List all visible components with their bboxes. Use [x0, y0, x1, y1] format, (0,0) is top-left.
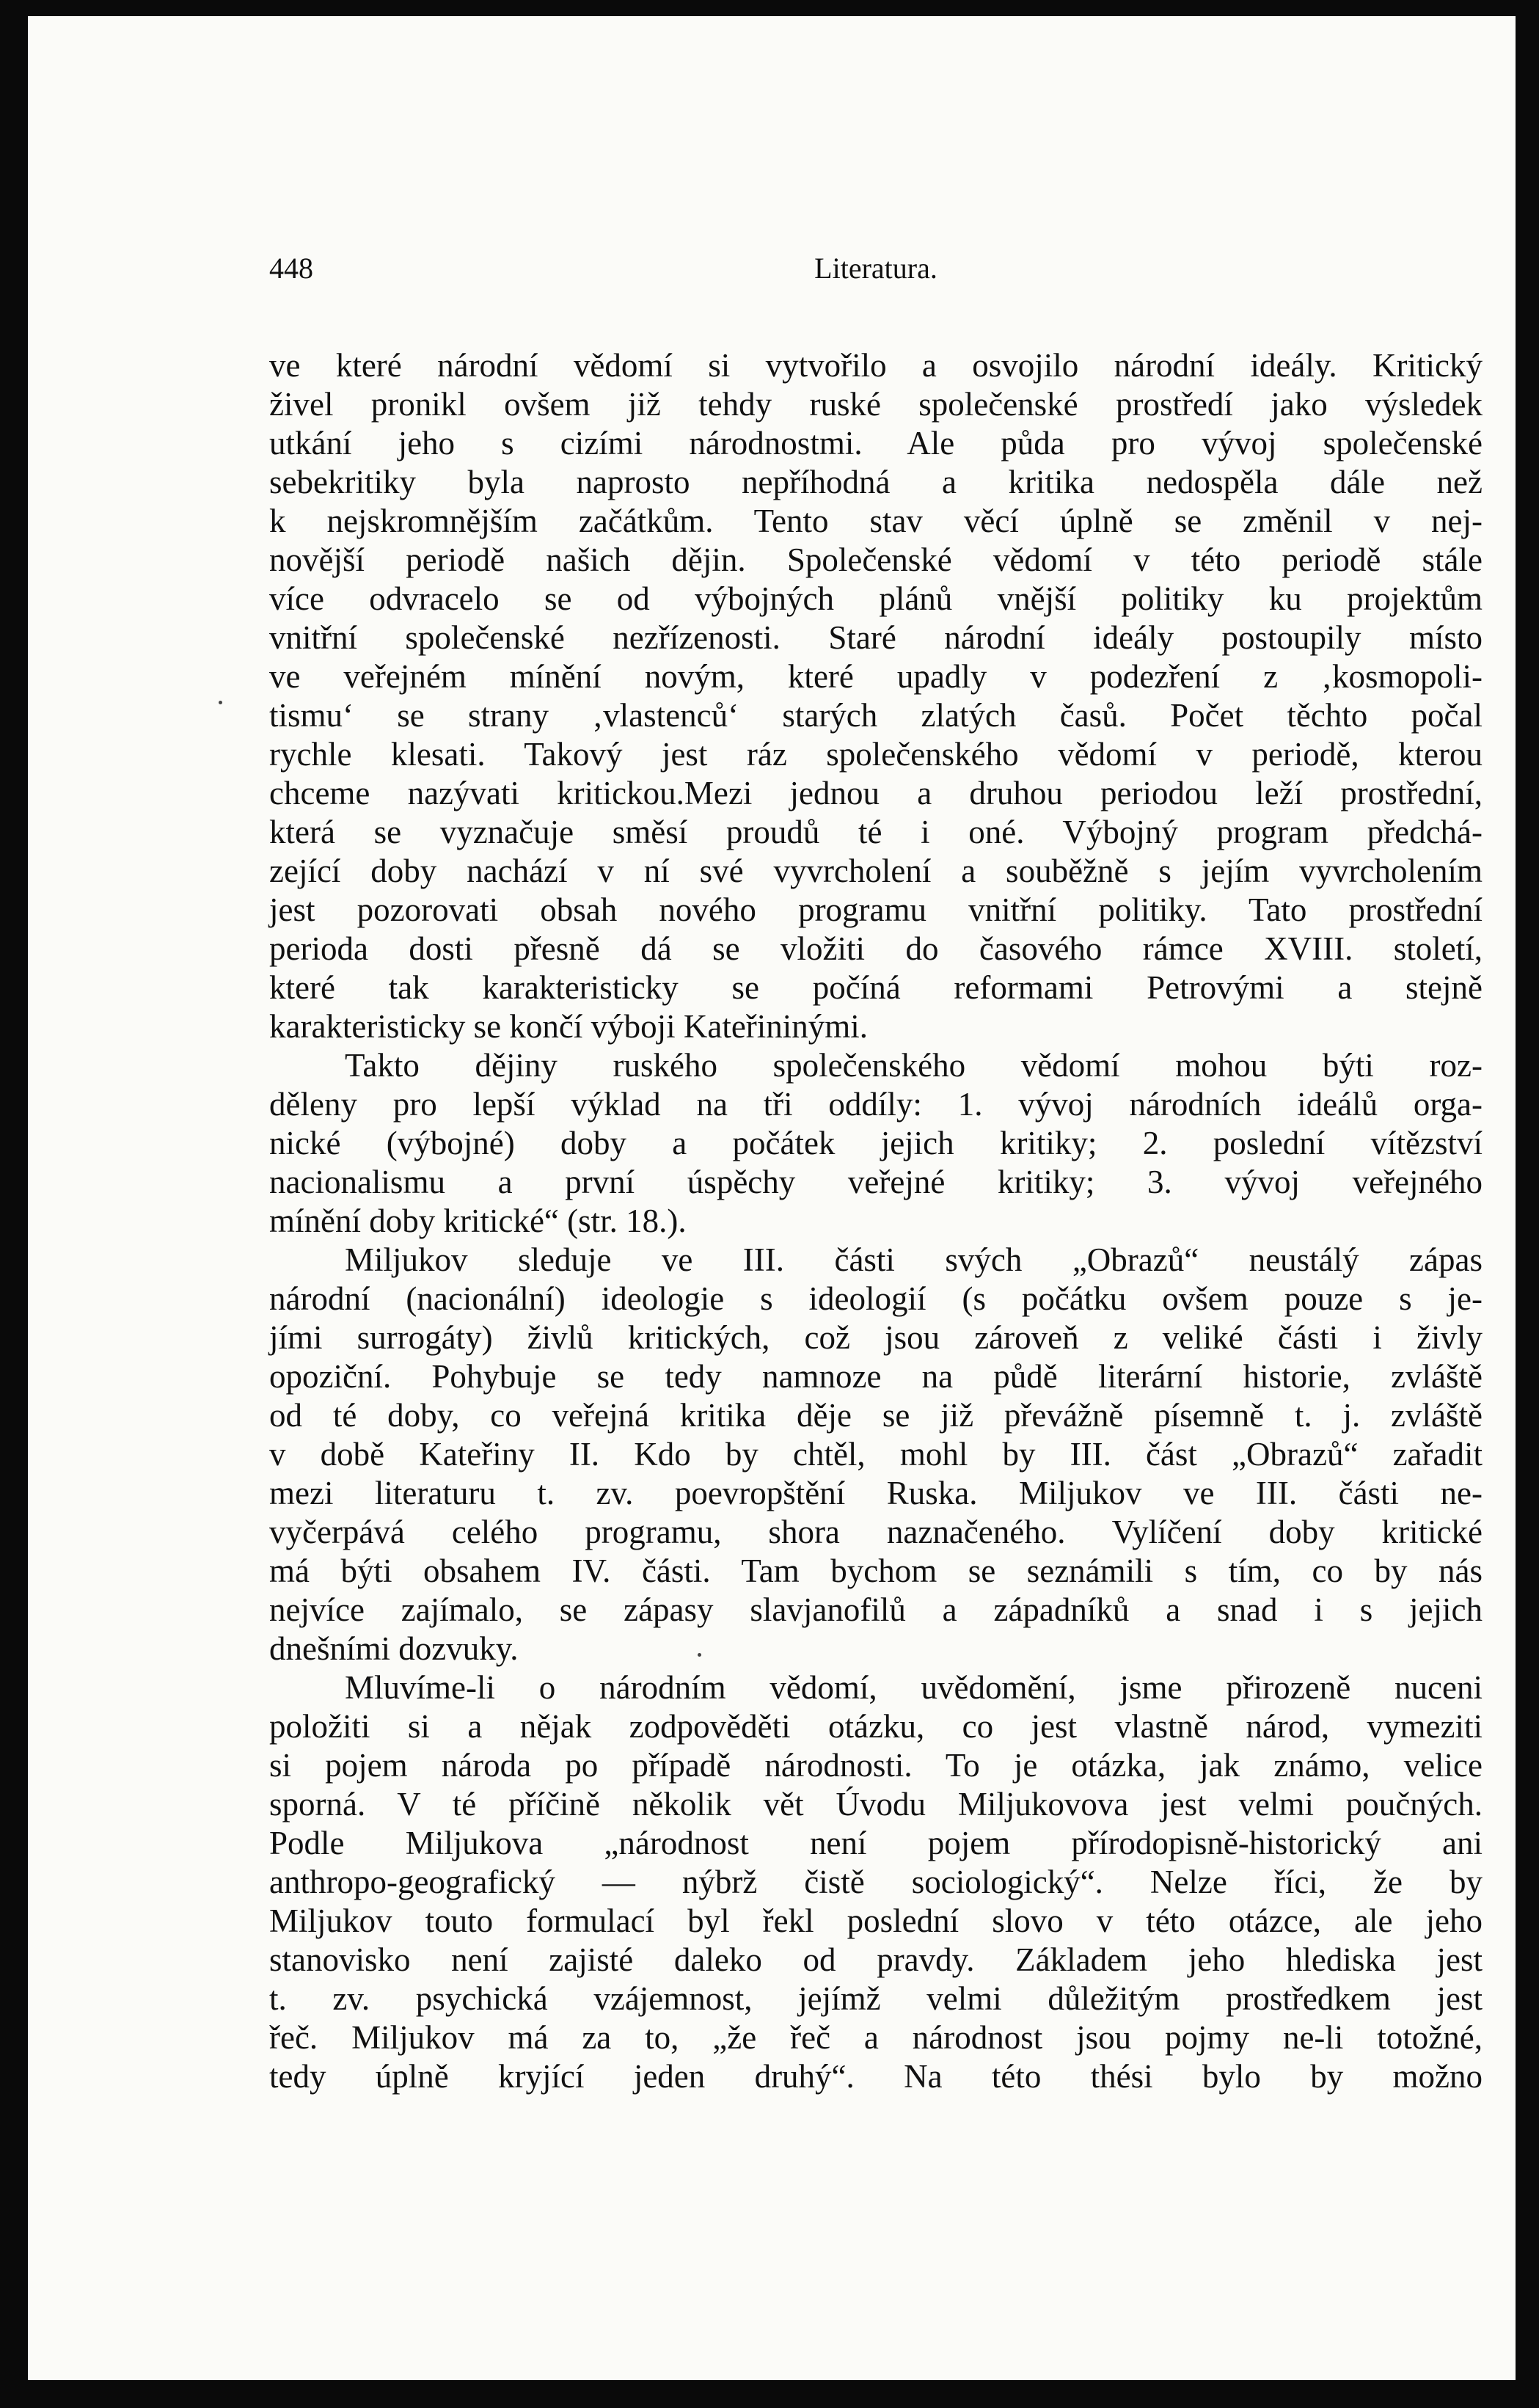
text-line: jest pozorovati obsah nového programu vnitřní politiky. Tato prostřední	[269, 891, 1483, 928]
text-line: vyčerpává celého programu, shora naznačeného. Vylíčení doby kritické	[269, 1514, 1483, 1550]
text-line: v době Kateřiny II. Kdo by chtěl, mohl by III. část „Obrazů“ zařadit	[269, 1436, 1483, 1473]
text-line: sporná. V té příčině několik vět Úvodu Miljukovova jest velmi poučných.	[269, 1786, 1483, 1823]
text-line: sebekritiky byla naprosto nepříhodná a kritika nedospěla dále než	[269, 464, 1483, 500]
text-line: utkání jeho s cizími národnostmi. Ale půda pro vývoj společenské	[269, 425, 1483, 461]
text-line: nejvíce zajímalo, se zápasy slavjanofilů a západníků a snad i s jejich	[269, 1591, 1483, 1628]
text-line: které tak karakteristicky se počíná reformami Petrovými a stejně	[269, 969, 1483, 1006]
text-line: nacionalismu a první úspěchy veřejné kritiky; 3. vývoj veřejného	[269, 1164, 1483, 1200]
text-line: t. zv. psychická vzájemnost, jejímž velmi důležitým prostředkem jest	[269, 1980, 1483, 2017]
text-line: mínění doby kritické“ (str. 18.).	[269, 1203, 687, 1239]
page-header	[269, 251, 1483, 302]
text-line: tismu‘ se strany ‚vlastenců‘ starých zlatých časů. Počet těchto počal	[269, 697, 1483, 734]
text-line: dnešními dozvuky.	[269, 1630, 519, 1667]
text-line: zející doby nachází v ní své vyvrcholení a souběžně s jejím vyvrcholením	[269, 853, 1483, 889]
text-line: rychle klesati. Takový jest ráz společenského vědomí v periodě, kterou	[269, 736, 1483, 773]
text-line: novější periodě našich dějin. Společenské vědomí v této periodě stále	[269, 541, 1483, 578]
text-line: má býti obsahem IV. části. Tam bychom se seznámili s tím, co by nás	[269, 1553, 1483, 1589]
text-line: Takto dějiny ruského společenského vědomí mohou býti roz-	[345, 1047, 1483, 1084]
text-line: si pojem národa po případě národnosti. To je otázka, jak známo, velice	[269, 1747, 1483, 1784]
text-line: k nejskromnějším začátkům. Tento stav věcí úplně se změnil v nej-	[269, 503, 1483, 539]
text-line: Miljukov sleduje ve III. části svých „Obrazů“ neustálý zápas	[345, 1241, 1483, 1278]
text-line: perioda dosti přesně dá se vložiti do časového rámce XVIII. století,	[269, 930, 1483, 967]
text-line: opoziční. Pohybuje se tedy namnoze na půdě literární historie, zvláště	[269, 1358, 1483, 1395]
text-line: národní (nacionální) ideologie s ideologií (s počátku ovšem pouze s je-	[269, 1280, 1483, 1317]
text-line: ve které národní vědomí si vytvořilo a osvojilo národní ideály. Kritický	[269, 347, 1483, 384]
text-line: chceme nazývati kritickou.Mezi jednou a druhou periodou leží prostřední,	[269, 775, 1483, 811]
text-line: ve veřejném mínění novým, které upadly v podezření z ‚kosmopoli-	[269, 658, 1483, 695]
page-number: 448	[269, 252, 313, 285]
text-line: Mluvíme-li o národním vědomí, uvědomění, jsme přirozeně nuceni	[345, 1669, 1483, 1706]
text-line: položiti si a nějak zodpověděti otázku, co jest vlastně národ, vymeziti	[269, 1708, 1483, 1745]
text-line: mezi literaturu t. zv. poevropštění Ruska. Miljukov ve III. části ne-	[269, 1475, 1483, 1511]
scan-speck	[698, 1653, 701, 1657]
text-line: Podle Miljukova „národnost není pojem přírodopisně-historický ani	[269, 1825, 1483, 1861]
text-line: více odvracelo se od výbojných plánů vnější politiky ku projektům	[269, 580, 1483, 617]
text-line: anthropo-geografický — nýbrž čistě sociologický“. Nelze říci, že by	[269, 1864, 1483, 1900]
text-line: živel pronikl ovšem již tehdy ruské společenské prostředí jako výsledek	[269, 386, 1483, 423]
text-line: vnitřní společenské nezřízenosti. Staré národní ideály postoupily místo	[269, 619, 1483, 656]
text-line: karakteristicky se končí výboji Kateřininými.	[269, 1008, 869, 1045]
text-line: nické (výbojné) doby a počátek jejich kritiky; 2. poslední vítězství	[269, 1125, 1483, 1161]
running-title: Literatura.	[814, 252, 937, 285]
text-line: děleny pro lepší výklad na tři oddíly: 1. vývoj národních ideálů orga-	[269, 1086, 1483, 1123]
text-line: která se vyznačuje směsí proudů té i oné. Výbojný program předchá-	[269, 814, 1483, 850]
text-line: Miljukov touto formulací byl řekl poslední slovo v této otázce, ale jeho	[269, 1902, 1483, 1939]
text-line: od té doby, co veřejná kritika děje se již převážně písemně t. j. zvláště	[269, 1397, 1483, 1434]
text-line: stanovisko není zajisté daleko od pravdy. Základem jeho hlediska jest	[269, 1941, 1483, 1978]
text-line: jími surrogáty) živlů kritických, což jsou zároveň z veliké části i živly	[269, 1319, 1483, 1356]
text-line: tedy úplně kryjící jeden druhý“. Na této thési bylo by možno	[269, 2058, 1483, 2095]
text-line: řeč. Miljukov má za to, „že řeč a národnost jsou pojmy ne-li totožné,	[269, 2019, 1483, 2056]
scan-speck	[219, 701, 222, 704]
